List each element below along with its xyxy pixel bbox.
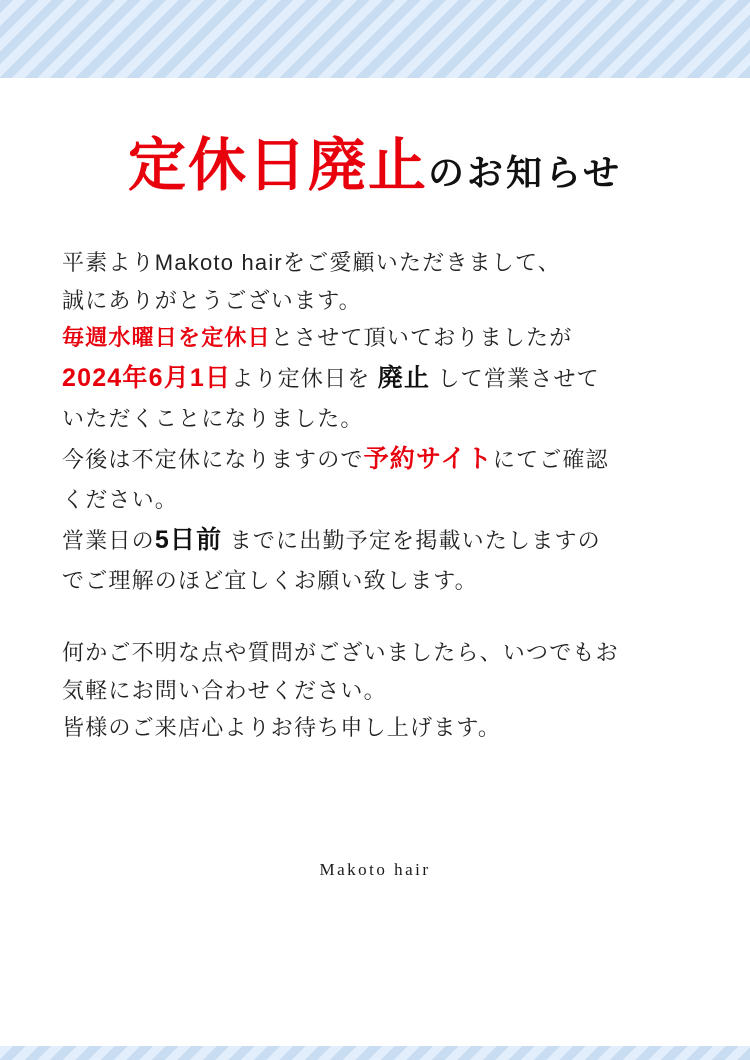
paragraph-spacer	[62, 600, 688, 634]
top-striped-banner	[0, 0, 750, 78]
body-line-10: 何かご不明な点や質問がございましたら、いつでもお	[62, 639, 619, 665]
body-line-12: 皆様のご来店心よりお待ち申し上げます。	[62, 715, 502, 741]
body-line-4-rest: して営業させて	[430, 366, 600, 392]
title-suffix: のお知らせ	[428, 152, 622, 193]
body-line-4-mid: より定休日を	[231, 366, 378, 392]
body-line-6-pre: 今後は不定休になりますので	[62, 447, 364, 473]
effective-date: 2024年6月1日	[62, 364, 232, 393]
reservation-site-highlight: 予約サイト	[363, 445, 493, 474]
body-line-1: 平素よりMakoto hairをご愛顧いただきまして、	[62, 249, 561, 275]
title-highlight: 定休日廃止	[128, 133, 429, 198]
notice-sheet	[0, 78, 750, 1046]
closed-day-highlight: 毎週水曜日を定休日	[62, 325, 271, 351]
body-line-2: 誠にありがとうございます。	[62, 287, 362, 313]
body-line-3-rest: とさせて頂いておりましたが	[270, 325, 573, 351]
body-line-6-post: にてご確認	[492, 447, 609, 473]
bottom-striped-banner	[0, 1046, 750, 1060]
body-line-4	[62, 357, 688, 400]
notice-body	[0, 198, 750, 747]
body-line-6	[62, 438, 688, 481]
body-line-8	[62, 519, 688, 562]
shop-signature: Makoto hair	[319, 860, 431, 879]
body-line-11: 気軽にお問い合わせください。	[62, 677, 387, 703]
body-line-8-pre: 営業日の	[62, 527, 155, 553]
body-line-8-post: までに出勤予定を掲載いたしますの	[222, 527, 601, 553]
body-line-7: ください。	[62, 487, 179, 513]
days-ahead-highlight: 5日前	[154, 525, 223, 554]
abolish-word: 廃止	[377, 364, 431, 393]
page-title	[0, 78, 750, 198]
body-line-9: でご理解のほど宜しくお願い致します。	[62, 567, 478, 593]
body-line-5: いただくことになりました。	[62, 406, 364, 432]
body-line-3	[62, 319, 688, 357]
